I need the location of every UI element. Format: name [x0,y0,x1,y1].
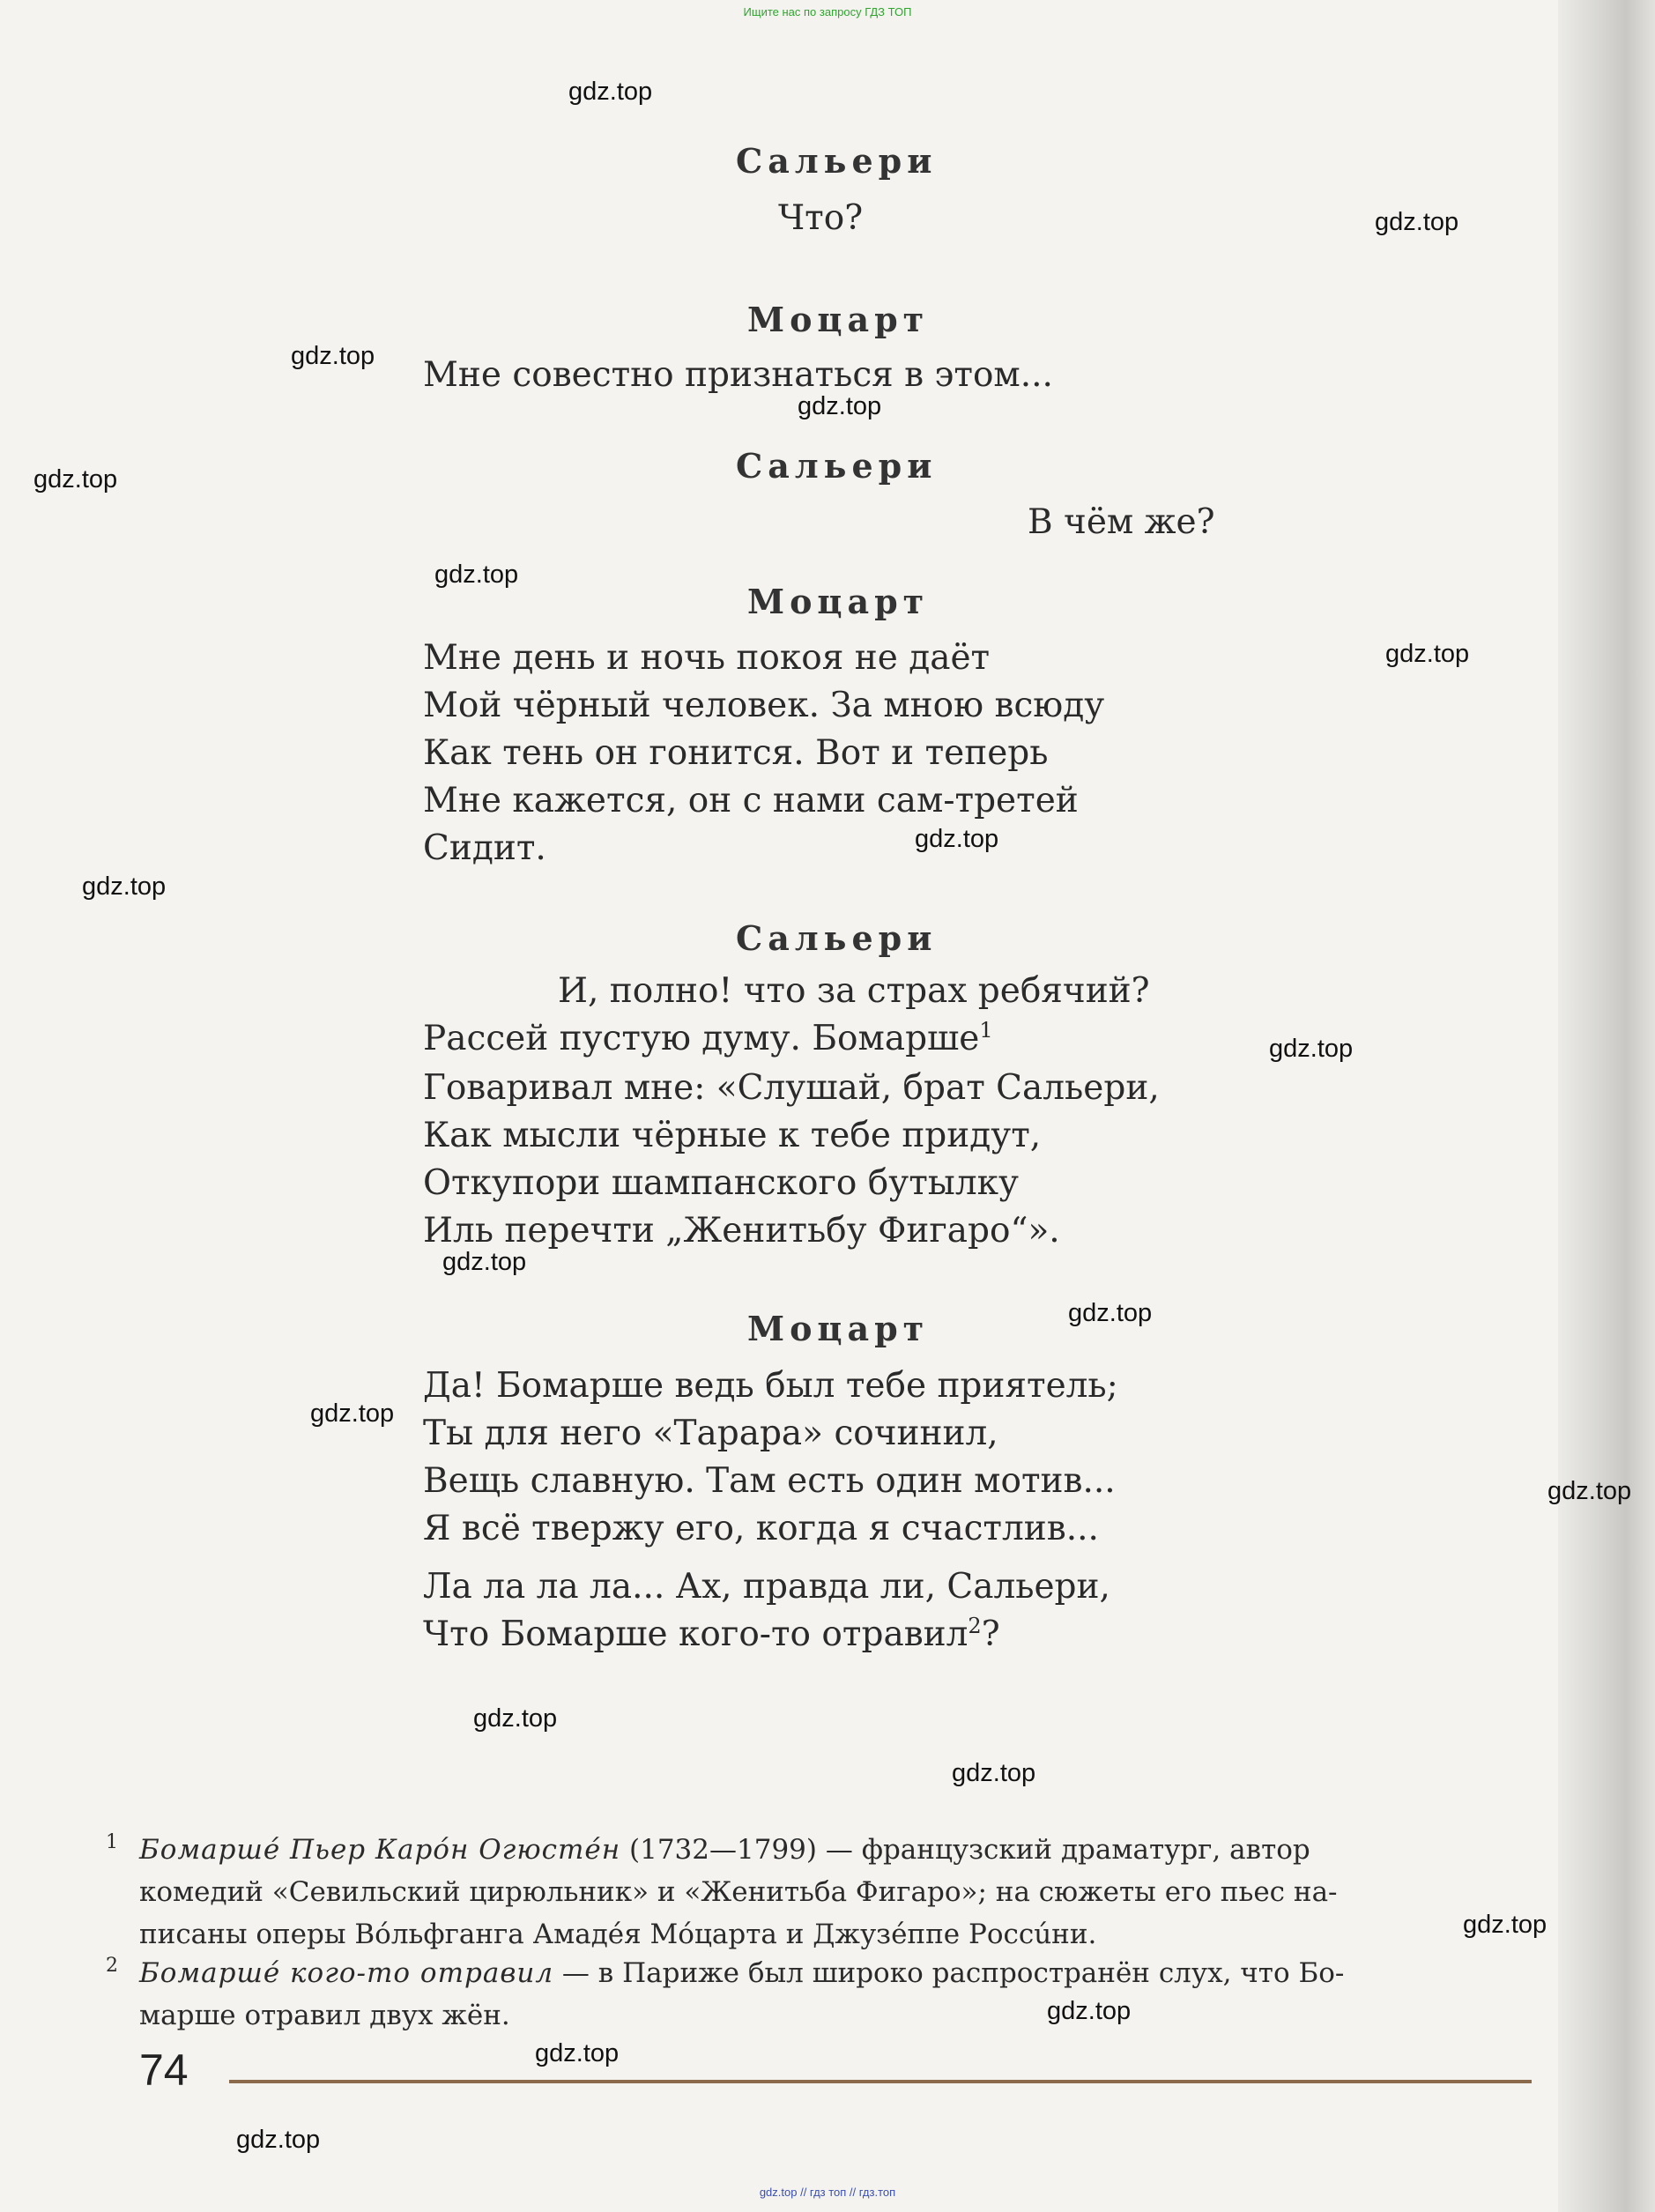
verse-line-with-note [423,1019,993,1058]
footnote-ref[interactable]: 1 [979,1018,993,1043]
watermark: gdz.top [82,872,167,901]
verse-line: Ла ла ла ла... Ах, правда ли, Сальери, [423,1567,1110,1607]
watermark: gdz.top [1047,1997,1132,2025]
footnote-marker: 2 [106,1955,118,1977]
footnote-line [139,1952,1532,1994]
footnote-line: писаны оперы Вóльфганга Амадéя Мóцарта и Джузéппе Россúни. [139,1919,1097,1950]
verse-line: Мне совестно признаться в этом... [423,355,1053,395]
speaker-salieri: Сальери [736,446,938,486]
speaker-salieri: Сальери [736,918,938,958]
verse-text-end: ? [981,1614,1000,1654]
verse-line: Что? [778,198,864,238]
footnote-term: Бомаршé кого-то отравил [139,1957,554,1989]
watermark: gdz.top [1385,640,1470,668]
watermark: gdz.top [291,342,375,370]
verse-line: Я всё твержу его, когда я счастлив... [423,1509,1099,1548]
footnote-text: — в Париже был широко распространён слух, что Бо- [553,1957,1345,1989]
speaker-salieri: Сальери [736,141,938,181]
watermark: gdz.top [1269,1035,1354,1063]
verse-line: Как тень он гонится. Вот и теперь [423,733,1049,773]
watermark: gdz.top [535,2039,620,2067]
footnote-term: Бомаршé Пьер Карóн Огюстéн [139,1834,621,1866]
watermark: gdz.top [236,2126,321,2154]
footnote-ref[interactable]: 2 [968,1614,982,1638]
verse-line: Мой чёрный человек. За мною всюду [423,686,1105,725]
footnote-text: (1732—1799) — французский драматург, автор [620,1834,1310,1866]
speaker-mozart: Моцарт [747,300,930,339]
watermark: gdz.top [915,825,999,853]
verse-line: Говаривал мне: «Слушай, брат Сальери, [423,1068,1160,1108]
verse-line-with-note [423,1614,1000,1654]
page-edge-shadow [1558,0,1655,2212]
watermark: gdz.top [568,78,653,106]
verse-line: Мне день и ночь покоя не даёт [423,638,991,678]
verse-line: Как мысли чёрные к тебе придут, [423,1116,1042,1155]
verse-line: Вещь славную. Там есть один мотив... [423,1461,1116,1501]
watermark: gdz.top [798,392,882,420]
footnote-line: марше отравил двух жён. [139,2000,510,2031]
verse-line: Ты для него «Тарара» сочинил, [423,1414,998,1453]
verse-line: И, полно! что за страх ребячий? [558,971,1150,1011]
speaker-mozart: Моцарт [747,1309,930,1348]
verse-line: Мне кажется, он с нами сам-третей [423,781,1079,820]
watermark: gdz.top [1463,1911,1547,1939]
verse-text: Что Бомарше кого-то отравил [423,1614,969,1654]
watermark: gdz.top [33,465,118,494]
watermark: gdz.top [1068,1299,1153,1327]
bottom-rule [229,2080,1532,2083]
verse-line: Да! Бомарше ведь был тебе приятель; [423,1366,1118,1406]
footnote-1 [106,1829,1532,1956]
verse-line: Откупори шампанского бутылку [423,1163,1019,1203]
bottom-banner[interactable]: gdz.top // гдз топ // гдз.топ [759,2186,896,2199]
watermark: gdz.top [310,1399,395,1428]
verse-line: Иль перечти „Женитьбу Фигаро“». [423,1211,1060,1251]
watermark: gdz.top [1547,1477,1632,1505]
speaker-mozart: Моцарт [747,582,930,621]
footnote-line: комедий «Севильский цирюльник» и «Женитьба Фигаро»; на сюжеты его пьес на- [139,1876,1338,1908]
watermark: gdz.top [1375,208,1459,236]
top-banner[interactable]: Ищите нас по запросу ГДЗ ТОП [743,5,912,19]
watermark: gdz.top [434,560,519,589]
watermark: gdz.top [473,1704,558,1733]
verse-line: В чём же? [1028,502,1215,542]
footnote-line [139,1829,1532,1871]
verse-text: Рассей пустую думу. Бомарше [423,1019,980,1058]
page-number: 74 [139,2045,189,2095]
watermark: gdz.top [952,1759,1036,1787]
watermark: gdz.top [442,1248,527,1276]
footnote-marker: 1 [106,1831,118,1853]
verse-line: Сидит. [423,828,546,868]
footnote-2 [106,1952,1532,2037]
